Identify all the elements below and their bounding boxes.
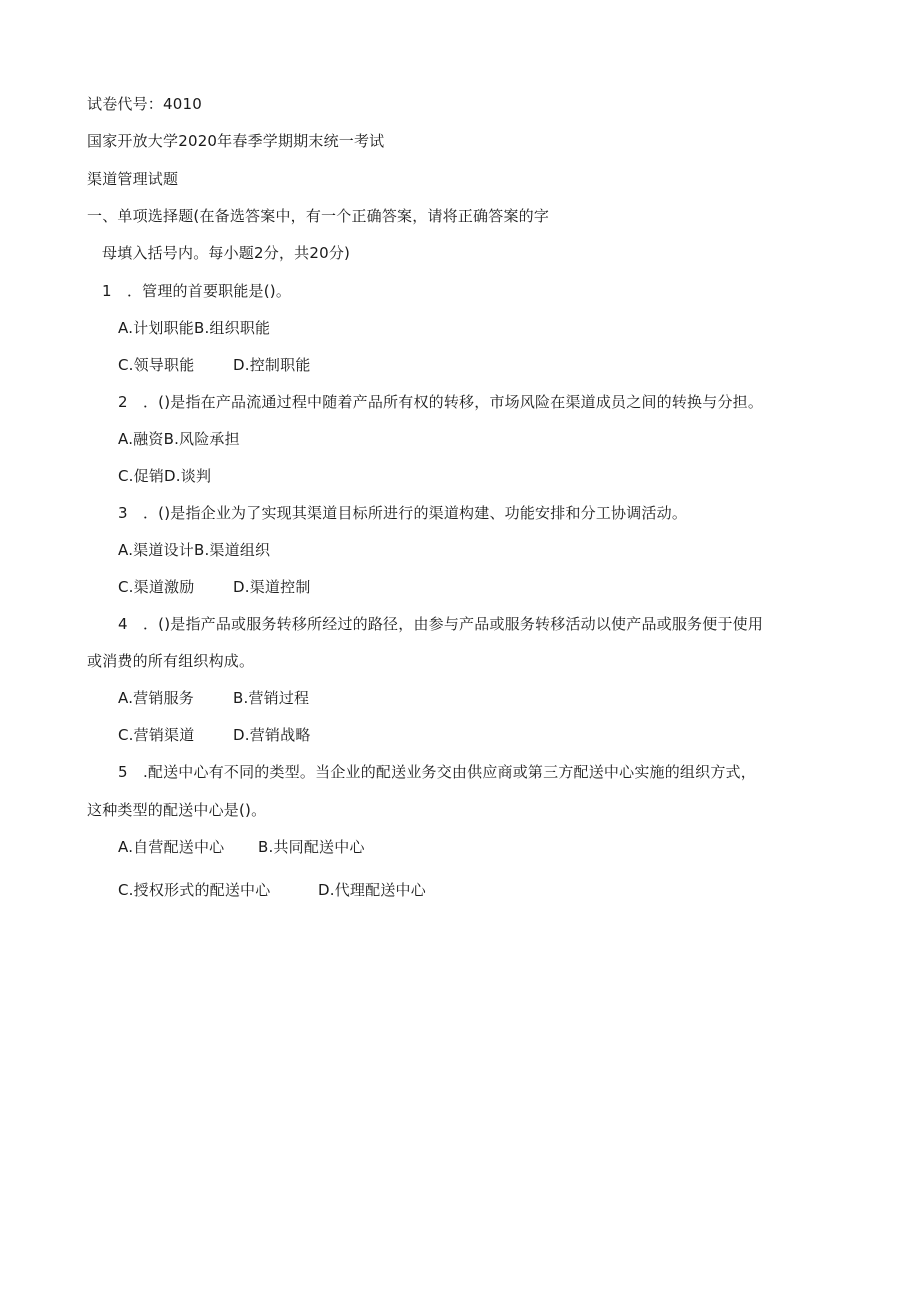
question-1-options-ab bbox=[118, 318, 270, 338]
option-d: D.渠道控制 bbox=[233, 578, 311, 596]
question-4-options-ab bbox=[118, 688, 309, 708]
option-d: D.营销战略 bbox=[233, 726, 311, 744]
option-b: B.组织职能 bbox=[193, 319, 271, 337]
option-c: C.领导职能 bbox=[118, 356, 195, 374]
exam-code: 试卷代号：4010 bbox=[87, 95, 202, 113]
option-c: C.渠道激励 bbox=[118, 578, 195, 596]
question-5-options-ab bbox=[118, 837, 365, 857]
question-1-stem: 1 ．管理的首要职能是()。 bbox=[102, 282, 292, 300]
question-3-stem: 3 ．()是指企业为了实现其渠道目标所进行的渠道构建、功能安排和分工协调活动。 bbox=[118, 504, 688, 522]
question-3-options-ab bbox=[118, 540, 270, 560]
question-2-stem: 2 ．()是指在产品流通过程中随着产品所有权的转移，市场风险在渠道成员之间的转换与分担。 bbox=[118, 393, 764, 411]
question-4-options-cd bbox=[118, 725, 311, 745]
question-4-stem-line-1: 4 ．()是指产品或服务转移所经过的路径，由参与产品或服务转移活动以使产品或服务便于使用 bbox=[118, 615, 764, 633]
option-b: B.营销过程 bbox=[233, 689, 310, 707]
question-4-stem-line-2: 或消费的所有组织构成。 bbox=[87, 652, 255, 670]
option-a: A.渠道设计 bbox=[118, 541, 194, 559]
option-c: C.授权形式的配送中心 bbox=[118, 881, 271, 899]
subject-title: 渠道管理试题 bbox=[87, 170, 179, 188]
section-heading-line-2: 母填入括号内。每小题2分，共20分) bbox=[102, 244, 351, 262]
question-2-options-ab bbox=[118, 429, 240, 449]
question-1-options-cd bbox=[118, 355, 311, 375]
option-d: D.控制职能 bbox=[233, 356, 311, 374]
option-a: A.自营配送中心 bbox=[118, 838, 225, 856]
question-2-options-cd bbox=[118, 466, 211, 486]
option-b: B.共同配送中心 bbox=[258, 838, 365, 856]
option-b: B.渠道组织 bbox=[193, 541, 271, 559]
option-c: C.营销渠道 bbox=[118, 726, 195, 744]
option-c: C.促销 bbox=[118, 467, 165, 485]
section-heading-line-1: 一、单项选择题(在备选答案中，有一个正确答案，请将正确答案的字 bbox=[87, 207, 550, 225]
option-b: B.风险承担 bbox=[163, 430, 240, 448]
option-a: A.融资 bbox=[118, 430, 164, 448]
option-d: D.谈判 bbox=[164, 467, 212, 485]
option-a: A.营销服务 bbox=[118, 689, 194, 707]
question-5-options-cd bbox=[118, 880, 426, 900]
exam-title: 国家开放大学2020年春季学期期末统一考试 bbox=[87, 132, 385, 150]
question-5-stem-line-2: 这种类型的配送中心是()。 bbox=[87, 801, 267, 819]
question-5-stem-line-1: 5 .配送中心有不同的类型。当企业的配送业务交由供应商或第三方配送中心实施的组织方式， bbox=[118, 763, 756, 781]
option-d: D.代理配送中心 bbox=[318, 881, 426, 899]
option-a: A.计划职能 bbox=[118, 319, 194, 337]
question-3-options-cd bbox=[118, 577, 311, 597]
